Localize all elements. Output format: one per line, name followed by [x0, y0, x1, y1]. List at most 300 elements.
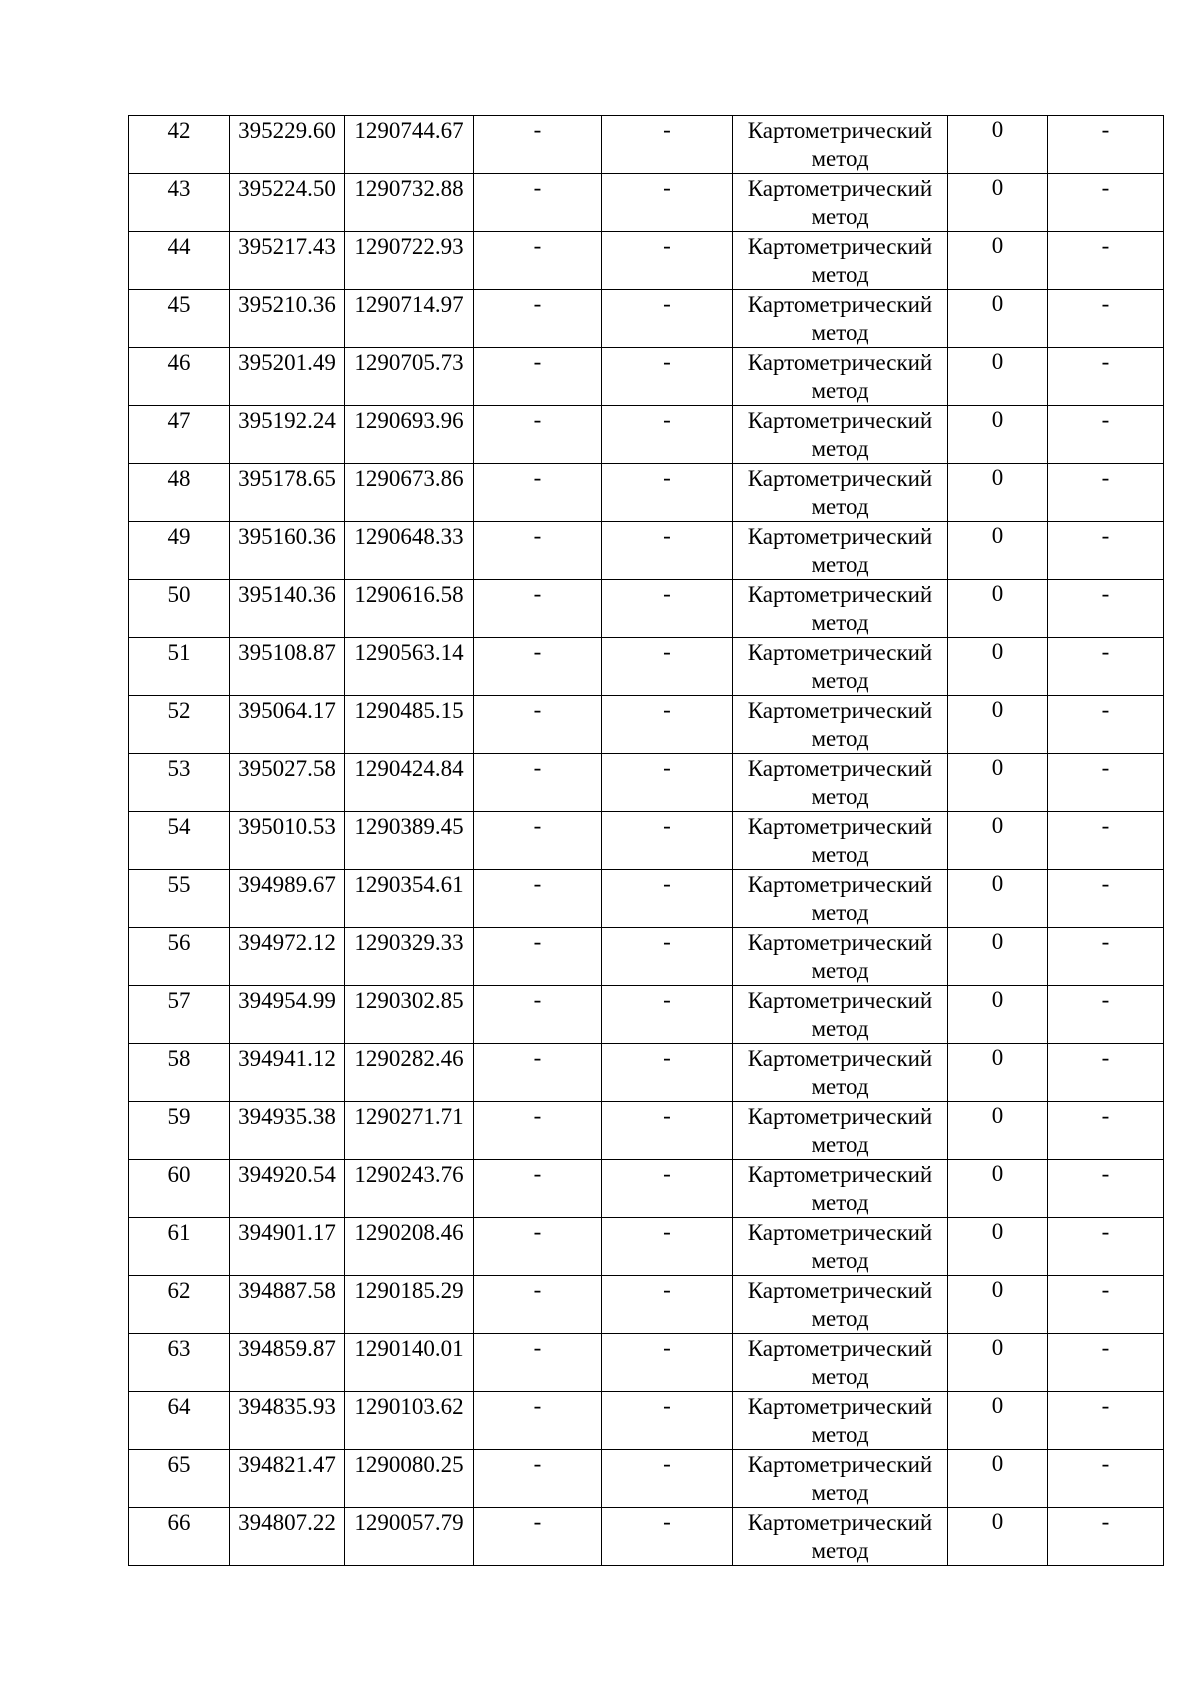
y-coordinate-text: 1290302.85	[354, 988, 464, 1013]
point-number-cell	[129, 464, 230, 522]
point-number-cell	[129, 522, 230, 580]
empty-value-text: -	[533, 755, 542, 780]
y-coordinate-cell	[345, 406, 474, 464]
empty-value-text: -	[1101, 1451, 1110, 1476]
accuracy-text: 0	[991, 1219, 1004, 1244]
y-coordinate-text: 1290329.33	[354, 930, 464, 955]
method-text: Картометрический метод	[747, 1104, 933, 1157]
accuracy-text: 0	[991, 1451, 1004, 1476]
empty-value-text: -	[1101, 1335, 1110, 1360]
empty-value-text: -	[1101, 929, 1110, 954]
x-coordinate-cell	[230, 290, 345, 348]
point-number-cell	[129, 1276, 230, 1334]
accuracy-cell	[948, 1276, 1048, 1334]
empty-value-text: -	[663, 639, 671, 664]
x-coordinate-text: 394887.58	[238, 1278, 336, 1303]
empty-value-cell	[474, 522, 602, 580]
empty-value-cell	[602, 638, 733, 696]
x-coordinate-cell	[230, 1450, 345, 1508]
empty-value-text: -	[1101, 523, 1110, 548]
empty-value-cell	[474, 1218, 602, 1276]
x-coordinate-text: 394920.54	[238, 1162, 336, 1187]
accuracy-cell	[948, 1392, 1048, 1450]
empty-value-text: -	[533, 1277, 542, 1302]
y-coordinate-text: 1290282.46	[354, 1046, 464, 1071]
method-text: Картометрический метод	[747, 176, 933, 229]
y-coordinate-cell	[345, 638, 474, 696]
empty-value-text: -	[1101, 755, 1110, 780]
table-row	[129, 870, 1164, 928]
method-cell	[733, 174, 948, 232]
table-body	[129, 116, 1164, 1566]
empty-value-cell	[474, 232, 602, 290]
x-coordinate-cell	[230, 522, 345, 580]
empty-value-text: -	[533, 697, 542, 722]
accuracy-cell	[948, 406, 1048, 464]
empty-value-cell	[474, 1102, 602, 1160]
accuracy-text: 0	[991, 813, 1004, 838]
accuracy-cell	[948, 754, 1048, 812]
method-text: Картометрический метод	[747, 1046, 933, 1099]
x-coordinate-text: 394954.99	[238, 988, 336, 1013]
x-coordinate-cell	[230, 1276, 345, 1334]
empty-value-text: -	[663, 1045, 671, 1070]
empty-value-cell	[474, 928, 602, 986]
empty-value-text: -	[663, 697, 671, 722]
y-coordinate-text: 1290103.62	[354, 1394, 464, 1419]
empty-value-cell	[602, 986, 733, 1044]
method-cell	[733, 1102, 948, 1160]
method-cell	[733, 1044, 948, 1102]
accuracy-cell	[948, 232, 1048, 290]
table-row	[129, 464, 1164, 522]
empty-value-text: -	[533, 407, 542, 432]
accuracy-text: 0	[991, 871, 1004, 896]
empty-value-text: -	[663, 1161, 671, 1186]
method-cell	[733, 1334, 948, 1392]
point-number-cell	[129, 1218, 230, 1276]
empty-value-text: -	[663, 987, 671, 1012]
method-text: Картометрический метод	[747, 524, 933, 577]
accuracy-cell	[948, 1450, 1048, 1508]
empty-value-text: -	[1101, 407, 1110, 432]
point-number-cell	[129, 928, 230, 986]
x-coordinate-cell	[230, 1160, 345, 1218]
x-coordinate-cell	[230, 986, 345, 1044]
empty-value-cell	[474, 1334, 602, 1392]
y-coordinate-text: 1290722.93	[354, 234, 464, 259]
empty-value-text: -	[1101, 1045, 1110, 1070]
empty-value-text: -	[533, 987, 542, 1012]
empty-value-cell	[602, 580, 733, 638]
accuracy-cell	[948, 1160, 1048, 1218]
table-row	[129, 174, 1164, 232]
point-number-cell	[129, 232, 230, 290]
empty-value-cell	[474, 174, 602, 232]
table-row	[129, 116, 1164, 174]
x-coordinate-cell	[230, 1218, 345, 1276]
point-number-cell	[129, 1160, 230, 1218]
y-coordinate-cell	[345, 870, 474, 928]
empty-value-cell	[474, 870, 602, 928]
empty-value-text: -	[663, 1277, 671, 1302]
empty-value-cell	[602, 928, 733, 986]
y-coordinate-cell	[345, 232, 474, 290]
accuracy-text: 0	[991, 1103, 1004, 1128]
empty-value-text: -	[663, 465, 671, 490]
empty-value-text: -	[1101, 349, 1110, 374]
accuracy-cell	[948, 638, 1048, 696]
empty-value-cell	[1048, 1508, 1164, 1566]
accuracy-text: 0	[991, 1045, 1004, 1070]
empty-value-text: -	[1101, 291, 1110, 316]
empty-value-text: -	[533, 349, 542, 374]
accuracy-text: 0	[991, 117, 1004, 142]
table-row	[129, 928, 1164, 986]
point-number-text: 52	[167, 698, 191, 723]
empty-value-text: -	[533, 175, 542, 200]
empty-value-text: -	[1101, 987, 1110, 1012]
x-coordinate-cell	[230, 232, 345, 290]
y-coordinate-cell	[345, 1160, 474, 1218]
empty-value-text: -	[1101, 697, 1110, 722]
empty-value-cell	[602, 348, 733, 406]
x-coordinate-cell	[230, 754, 345, 812]
y-coordinate-cell	[345, 928, 474, 986]
accuracy-text: 0	[991, 175, 1004, 200]
point-number-cell	[129, 754, 230, 812]
y-coordinate-cell	[345, 1102, 474, 1160]
empty-value-cell	[474, 580, 602, 638]
method-text: Картометрический метод	[747, 930, 933, 983]
point-number-cell	[129, 174, 230, 232]
empty-value-cell	[1048, 1450, 1164, 1508]
y-coordinate-cell	[345, 696, 474, 754]
accuracy-cell	[948, 174, 1048, 232]
empty-value-cell	[1048, 580, 1164, 638]
point-number-text: 63	[167, 1336, 191, 1361]
point-number-text: 64	[167, 1394, 191, 1419]
table-row	[129, 638, 1164, 696]
y-coordinate-cell	[345, 986, 474, 1044]
method-text: Картометрический метод	[747, 640, 933, 693]
empty-value-text: -	[533, 581, 542, 606]
accuracy-cell	[948, 1102, 1048, 1160]
empty-value-text: -	[663, 1103, 671, 1128]
method-cell	[733, 754, 948, 812]
method-cell	[733, 290, 948, 348]
accuracy-text: 0	[991, 1335, 1004, 1360]
accuracy-cell	[948, 464, 1048, 522]
empty-value-cell	[602, 1160, 733, 1218]
empty-value-cell	[474, 812, 602, 870]
empty-value-cell	[602, 116, 733, 174]
empty-value-text: -	[1101, 1161, 1110, 1186]
method-cell	[733, 406, 948, 464]
method-text: Картометрический метод	[747, 292, 933, 345]
x-coordinate-text: 395224.50	[238, 176, 336, 201]
accuracy-text: 0	[991, 233, 1004, 258]
x-coordinate-cell	[230, 116, 345, 174]
empty-value-text: -	[533, 1161, 542, 1186]
empty-value-cell	[1048, 870, 1164, 928]
x-coordinate-text: 395010.53	[238, 814, 336, 839]
empty-value-cell	[1048, 1276, 1164, 1334]
table-row	[129, 580, 1164, 638]
empty-value-cell	[474, 464, 602, 522]
x-coordinate-cell	[230, 928, 345, 986]
point-number-text: 46	[167, 350, 191, 375]
y-coordinate-text: 1290732.88	[354, 176, 464, 201]
y-coordinate-cell	[345, 464, 474, 522]
y-coordinate-cell	[345, 174, 474, 232]
empty-value-text: -	[663, 813, 671, 838]
point-number-cell	[129, 290, 230, 348]
y-coordinate-text: 1290389.45	[354, 814, 464, 839]
empty-value-cell	[1048, 754, 1164, 812]
x-coordinate-cell	[230, 406, 345, 464]
y-coordinate-text: 1290563.14	[354, 640, 464, 665]
point-number-text: 56	[167, 930, 191, 955]
empty-value-text: -	[533, 1393, 542, 1418]
table-row	[129, 986, 1164, 1044]
method-text: Картометрический метод	[747, 466, 933, 519]
empty-value-text: -	[1101, 813, 1110, 838]
x-coordinate-text: 395229.60	[238, 118, 336, 143]
y-coordinate-text: 1290057.79	[354, 1510, 464, 1535]
empty-value-cell	[1048, 1102, 1164, 1160]
method-cell	[733, 812, 948, 870]
method-text: Картометрический метод	[747, 350, 933, 403]
method-cell	[733, 1392, 948, 1450]
empty-value-cell	[474, 290, 602, 348]
y-coordinate-cell	[345, 1508, 474, 1566]
method-cell	[733, 986, 948, 1044]
y-coordinate-text: 1290140.01	[354, 1336, 464, 1361]
empty-value-cell	[602, 522, 733, 580]
y-coordinate-text: 1290271.71	[354, 1104, 464, 1129]
table-row	[129, 1276, 1164, 1334]
point-number-cell	[129, 638, 230, 696]
method-text: Картометрический метод	[747, 118, 933, 171]
accuracy-text: 0	[991, 639, 1004, 664]
method-text: Картометрический метод	[747, 698, 933, 751]
empty-value-cell	[1048, 522, 1164, 580]
y-coordinate-cell	[345, 1450, 474, 1508]
point-number-text: 44	[167, 234, 191, 259]
method-text: Картометрический метод	[747, 582, 933, 635]
empty-value-text: -	[533, 929, 542, 954]
empty-value-cell	[474, 1392, 602, 1450]
empty-value-cell	[1048, 696, 1164, 754]
accuracy-cell	[948, 1044, 1048, 1102]
empty-value-cell	[1048, 464, 1164, 522]
table-row	[129, 406, 1164, 464]
y-coordinate-text: 1290648.33	[354, 524, 464, 549]
x-coordinate-text: 395192.24	[238, 408, 336, 433]
empty-value-cell	[602, 696, 733, 754]
table-row	[129, 522, 1164, 580]
accuracy-cell	[948, 696, 1048, 754]
empty-value-text: -	[533, 813, 542, 838]
empty-value-text: -	[1101, 1509, 1110, 1534]
x-coordinate-cell	[230, 1102, 345, 1160]
empty-value-cell	[1048, 116, 1164, 174]
x-coordinate-text: 395140.36	[238, 582, 336, 607]
method-cell	[733, 348, 948, 406]
table-row	[129, 1450, 1164, 1508]
accuracy-text: 0	[991, 407, 1004, 432]
accuracy-text: 0	[991, 755, 1004, 780]
empty-value-text: -	[663, 523, 671, 548]
x-coordinate-cell	[230, 580, 345, 638]
point-number-text: 60	[167, 1162, 191, 1187]
empty-value-text: -	[533, 639, 542, 664]
empty-value-text: -	[533, 233, 542, 258]
empty-value-text: -	[1101, 1219, 1110, 1244]
empty-value-cell	[1048, 174, 1164, 232]
point-number-cell	[129, 1102, 230, 1160]
method-cell	[733, 1508, 948, 1566]
accuracy-text: 0	[991, 1393, 1004, 1418]
y-coordinate-cell	[345, 290, 474, 348]
x-coordinate-cell	[230, 812, 345, 870]
empty-value-text: -	[533, 1451, 542, 1476]
empty-value-cell	[1048, 290, 1164, 348]
point-number-text: 53	[167, 756, 191, 781]
accuracy-cell	[948, 580, 1048, 638]
empty-value-text: -	[533, 117, 542, 142]
empty-value-cell	[602, 1392, 733, 1450]
method-cell	[733, 464, 948, 522]
accuracy-cell	[948, 812, 1048, 870]
table-row	[129, 290, 1164, 348]
point-number-text: 61	[167, 1220, 191, 1245]
empty-value-cell	[602, 1102, 733, 1160]
empty-value-text: -	[1101, 117, 1110, 142]
y-coordinate-cell	[345, 1392, 474, 1450]
empty-value-cell	[602, 464, 733, 522]
table-row	[129, 1508, 1164, 1566]
method-text: Картометрический метод	[747, 408, 933, 461]
empty-value-text: -	[533, 465, 542, 490]
empty-value-cell	[474, 754, 602, 812]
method-text: Картометрический метод	[747, 1278, 933, 1331]
table-row	[129, 1044, 1164, 1102]
y-coordinate-text: 1290424.84	[354, 756, 464, 781]
x-coordinate-text: 394835.93	[238, 1394, 336, 1419]
x-coordinate-text: 395160.36	[238, 524, 336, 549]
empty-value-text: -	[533, 523, 542, 548]
empty-value-cell	[474, 1160, 602, 1218]
empty-value-text: -	[663, 1393, 671, 1418]
point-number-text: 49	[167, 524, 191, 549]
method-cell	[733, 232, 948, 290]
point-number-cell	[129, 116, 230, 174]
empty-value-cell	[602, 870, 733, 928]
table-row	[129, 754, 1164, 812]
y-coordinate-cell	[345, 1334, 474, 1392]
y-coordinate-cell	[345, 348, 474, 406]
empty-value-cell	[1048, 406, 1164, 464]
method-text: Картометрический метод	[747, 872, 933, 925]
point-number-cell	[129, 1508, 230, 1566]
empty-value-text: -	[533, 1103, 542, 1128]
method-text: Картометрический метод	[747, 1220, 933, 1273]
empty-value-cell	[602, 1334, 733, 1392]
accuracy-text: 0	[991, 465, 1004, 490]
x-coordinate-text: 395217.43	[238, 234, 336, 259]
point-number-cell	[129, 696, 230, 754]
empty-value-cell	[602, 406, 733, 464]
empty-value-cell	[1048, 812, 1164, 870]
method-cell	[733, 870, 948, 928]
empty-value-cell	[474, 1276, 602, 1334]
empty-value-text: -	[533, 1219, 542, 1244]
y-coordinate-cell	[345, 522, 474, 580]
empty-value-cell	[474, 638, 602, 696]
empty-value-cell	[474, 1508, 602, 1566]
empty-value-text: -	[1101, 465, 1110, 490]
table-row	[129, 812, 1164, 870]
point-number-cell	[129, 406, 230, 464]
empty-value-cell	[1048, 1334, 1164, 1392]
method-cell	[733, 1450, 948, 1508]
point-number-text: 45	[167, 292, 191, 317]
empty-value-text: -	[533, 1045, 542, 1070]
y-coordinate-text: 1290243.76	[354, 1162, 464, 1187]
point-number-text: 57	[167, 988, 191, 1013]
method-text: Картометрический метод	[747, 1162, 933, 1215]
x-coordinate-text: 394807.22	[238, 1510, 336, 1535]
y-coordinate-text: 1290714.97	[354, 292, 464, 317]
accuracy-text: 0	[991, 1277, 1004, 1302]
empty-value-cell	[1048, 928, 1164, 986]
empty-value-text: -	[533, 1335, 542, 1360]
x-coordinate-text: 395064.17	[238, 698, 336, 723]
x-coordinate-cell	[230, 174, 345, 232]
empty-value-text: -	[663, 1219, 671, 1244]
y-coordinate-text: 1290185.29	[354, 1278, 464, 1303]
empty-value-text: -	[663, 1451, 671, 1476]
x-coordinate-text: 394935.38	[238, 1104, 336, 1129]
empty-value-cell	[602, 1276, 733, 1334]
accuracy-cell	[948, 348, 1048, 406]
method-cell	[733, 522, 948, 580]
method-text: Картометрический метод	[747, 756, 933, 809]
x-coordinate-text: 394941.12	[238, 1046, 336, 1071]
point-number-text: 43	[167, 176, 191, 201]
empty-value-text: -	[663, 1509, 671, 1534]
empty-value-text: -	[533, 871, 542, 896]
empty-value-cell	[602, 290, 733, 348]
accuracy-text: 0	[991, 349, 1004, 374]
empty-value-text: -	[663, 175, 671, 200]
accuracy-text: 0	[991, 929, 1004, 954]
empty-value-text: -	[1101, 1103, 1110, 1128]
empty-value-text: -	[1101, 175, 1110, 200]
point-number-text: 58	[167, 1046, 191, 1071]
x-coordinate-cell	[230, 1508, 345, 1566]
empty-value-cell	[1048, 1044, 1164, 1102]
empty-value-cell	[602, 754, 733, 812]
x-coordinate-cell	[230, 696, 345, 754]
method-text: Картометрический метод	[747, 1394, 933, 1447]
accuracy-cell	[948, 522, 1048, 580]
method-cell	[733, 1160, 948, 1218]
point-number-text: 50	[167, 582, 191, 607]
point-number-text: 42	[167, 118, 191, 143]
